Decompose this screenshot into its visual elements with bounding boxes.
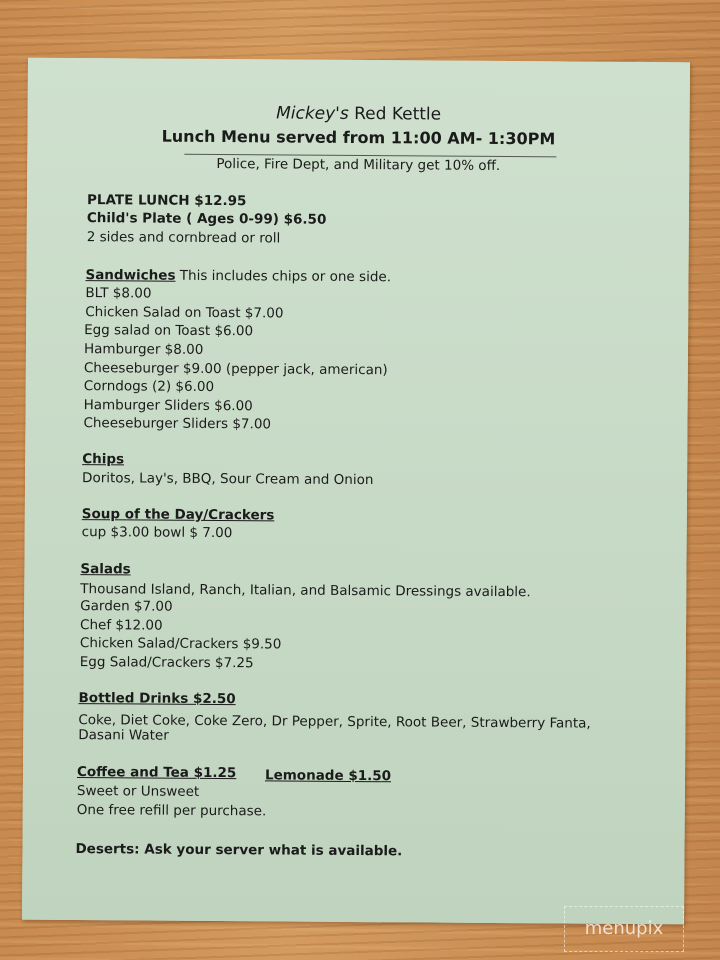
salad-item: Chef $12.00 <box>80 617 163 634</box>
restaurant-name <box>28 102 690 127</box>
salads-dressings: Thousand Island, Ranch, Italian, and Balsamic Dressings available. <box>80 581 531 601</box>
plate-lunch-note: 2 sides and cornbread or roll <box>86 229 281 247</box>
soup-prices: cup $3.00 bowl $ 7.00 <box>81 524 233 542</box>
sandwich-item: Hamburger Sliders $6.00 <box>83 397 253 415</box>
watermark: menupix <box>564 906 684 952</box>
sandwiches-note: This includes chips or one side. <box>179 267 392 286</box>
sandwich-item: Cheeseburger Sliders $7.00 <box>83 415 272 433</box>
sandwiches-heading: Sandwiches <box>85 267 176 284</box>
sandwich-item: BLT $8.00 <box>85 285 152 302</box>
salads-heading: Salads <box>80 561 131 578</box>
sandwich-item: Egg salad on Toast $6.00 <box>84 322 254 340</box>
plate-lunch-title: PLATE LUNCH $12.95 <box>86 192 247 210</box>
chips-heading: Chips <box>82 451 125 468</box>
drinks-list-cont: Dasani Water <box>78 727 169 744</box>
refill-note: One free refill per purchase. <box>76 802 267 820</box>
sandwich-item: Chicken Salad on Toast $7.00 <box>85 304 284 322</box>
chips-item: Doritos, Lay's, BBQ, Sour Cream and Onion <box>82 470 374 489</box>
sandwich-item: Cheeseburger $9.00 (pepper jack, american) <box>83 360 388 379</box>
restaurant-name-rest: Red Kettle <box>354 103 442 125</box>
sandwiches-header <box>85 267 391 285</box>
salad-item: Chicken Salad/Crackers $9.50 <box>79 635 282 653</box>
lemonade-heading: Lemonade $1.50 <box>264 767 392 785</box>
drinks-heading: Bottled Drinks $2.50 <box>78 690 236 708</box>
drinks-list: Coke, Diet Coke, Coke Zero, Dr Pepper, Sprite, Root Beer, Strawberry Fanta, <box>78 712 591 732</box>
sandwich-item: Corndogs (2) $6.00 <box>83 378 215 396</box>
childs-plate: Child's Plate ( Ages 0-99) $6.50 <box>86 210 327 228</box>
deserts-note: Deserts: Ask your server what is available. <box>75 841 403 860</box>
coffee-note: Sweet or Unsweet <box>76 783 200 800</box>
lunch-hours: Lunch Menu served from 11:00 AM- 1:30PM <box>161 126 556 149</box>
discount-note: Police, Fire Dept, and Military get 10% off. <box>216 156 501 174</box>
menu-paper <box>22 58 690 925</box>
salad-item: Egg Salad/Crackers $7.25 <box>79 654 254 672</box>
coffee-heading: Coffee and Tea $1.25 <box>76 764 237 782</box>
sandwich-item: Hamburger $8.00 <box>83 341 204 358</box>
restaurant-name-first: Mickey's <box>276 103 349 124</box>
soup-heading: Soup of the Day/Crackers <box>81 506 275 524</box>
salad-item: Garden $7.00 <box>80 598 173 615</box>
